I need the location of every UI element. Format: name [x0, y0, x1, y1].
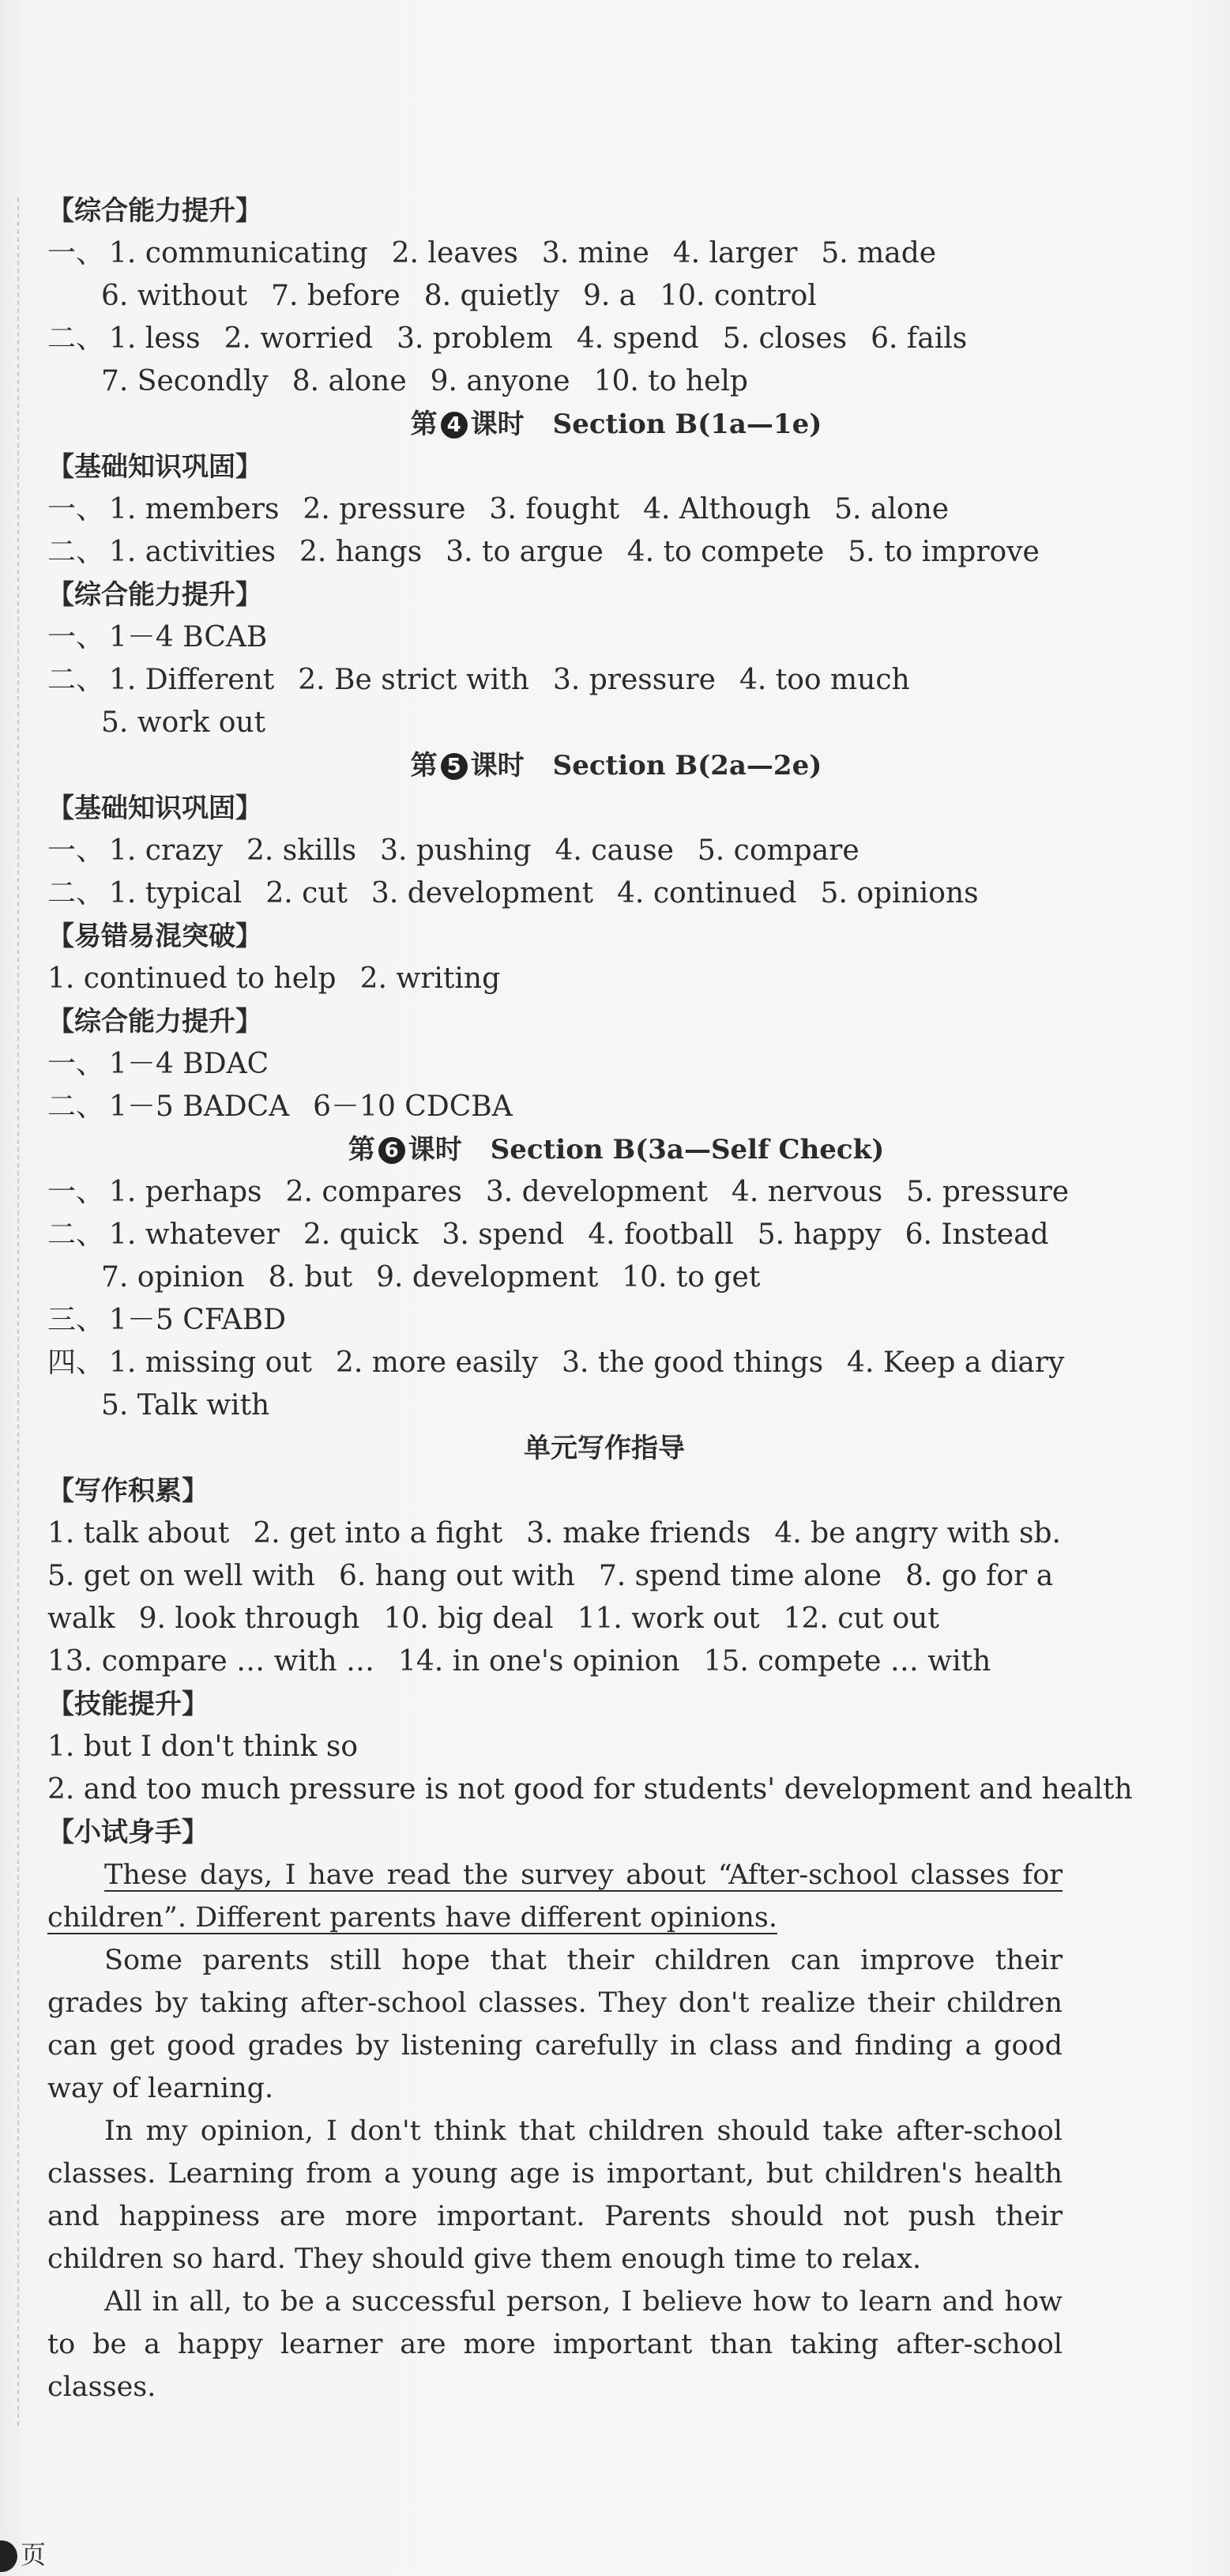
answer-item: 1. typical — [109, 877, 243, 910]
answer-item: 10. big deal — [383, 1602, 554, 1635]
answer-row — [47, 830, 1074, 872]
lesson-heading-post: 课时 — [470, 409, 525, 440]
answer-row — [47, 1086, 1074, 1128]
answer-item: 1. activities — [109, 536, 276, 568]
page-footer — [0, 2535, 46, 2574]
answer-item: 1. whatever — [109, 1218, 280, 1251]
answer-item: 7. opinion — [101, 1261, 245, 1294]
answer-item: 15. compete … with — [703, 1645, 991, 1678]
essay-paragraph-2: In my opinion, I don't think that children should take after-school classes. Learning from a young age is important, but children's health and happiness are more important. Parents should not push their children so hard. They should give them enough time to relax. — [47, 2115, 1063, 2275]
answer-item: 6. fails — [871, 322, 968, 355]
answer-row — [47, 1299, 1074, 1342]
answer-item: 9. a — [582, 280, 637, 312]
answer-item: 3. development — [485, 1176, 708, 1208]
section-tag: 【易错易混突破】 — [47, 921, 262, 952]
answer-item: 3. to argue — [446, 536, 604, 568]
answer-item: 12. cut out — [783, 1602, 939, 1635]
answer-item: 5. closes — [722, 322, 848, 355]
answer-item: 1. continued to help — [47, 962, 337, 995]
essay-intro: These days, I have read the survey about “After-school classes for children”. Different parents have different opinions. — [47, 1859, 1063, 1934]
answer-item: 2. more easily — [335, 1346, 539, 1379]
answer-item: 1. perhaps — [109, 1176, 262, 1208]
essay-paragraph-3: All in all, to be a successful person, I believe how to learn and how to be a happy learner are more important than taking after-school classes. — [47, 2286, 1063, 2403]
answer-item: 8. alone — [292, 365, 407, 397]
answer-item: 5. work out — [101, 706, 266, 739]
answer-item: 7. before — [271, 280, 401, 312]
lesson-section-label: Section B(2a—2e) — [552, 750, 822, 781]
section-tag: 【综合能力提升】 — [47, 195, 262, 227]
answer-item: 5. Talk with — [101, 1389, 270, 1422]
answer-row — [47, 1726, 1074, 1768]
answer-row — [47, 1342, 1074, 1384]
answer-item: 14. in one's opinion — [398, 1645, 680, 1678]
answer-item: 3. the good things — [562, 1346, 824, 1379]
answer-item: 5. alone — [834, 493, 950, 525]
answer-item: 8. but — [268, 1261, 353, 1294]
lesson-section-label: Section B(3a—Self Check) — [490, 1134, 885, 1166]
answer-item: 4. Although — [643, 493, 811, 525]
answer-item: 6. without — [101, 280, 248, 312]
answer-row — [47, 616, 1074, 659]
section-tag: 【基础知识巩固】 — [47, 793, 262, 824]
answer-item: 4. nervous — [731, 1176, 883, 1208]
answer-item: walk — [47, 1602, 115, 1635]
answer-row — [47, 1171, 1074, 1214]
answer-item: 2. cut — [265, 877, 348, 910]
answer-item: 3. spend — [442, 1218, 565, 1251]
answer-item: 5. pressure — [906, 1176, 1070, 1208]
answer-row — [47, 1640, 1074, 1683]
answer-item: 1. but I don't think so — [47, 1731, 359, 1763]
answer-item: 2. leaves — [391, 237, 518, 269]
question-group-prefix: 二、 — [47, 322, 105, 355]
answer-item: 4. too much — [739, 664, 910, 696]
lesson-heading — [47, 403, 1074, 446]
answer-item: 6. hang out with — [338, 1560, 575, 1592]
question-group-prefix: 一、 — [47, 1176, 105, 1208]
binding-margin-line — [17, 198, 19, 2426]
answer-row — [47, 488, 1074, 531]
answer-item: 1. communicating — [109, 237, 368, 269]
question-group-prefix: 三、 — [47, 1304, 105, 1336]
answer-item: 4. continued — [617, 877, 797, 910]
section-tag: 【基础知识巩固】 — [47, 451, 262, 483]
answer-item: 7. Secondly — [101, 365, 269, 397]
lesson-heading-post: 课时 — [470, 750, 525, 781]
answer-item: 2. skills — [246, 834, 357, 867]
answer-item: 1－5 CFABD — [109, 1304, 286, 1336]
answer-item: 2. writing — [359, 962, 501, 995]
question-group-prefix: 二、 — [47, 877, 105, 910]
answer-item: 11. work out — [577, 1602, 760, 1635]
page-label: 页 — [21, 2540, 47, 2570]
question-group-prefix: 二、 — [47, 1090, 105, 1123]
answer-item: 8. go for a — [905, 1560, 1054, 1592]
section-tag: 【小试身手】 — [47, 1817, 209, 1848]
lesson-number-badge: 5 — [441, 753, 468, 780]
answer-row — [47, 958, 1074, 1000]
answer-item: 1. less — [109, 322, 201, 355]
answer-item: 9. look through — [138, 1602, 360, 1635]
answer-item: 13. compare … with … — [47, 1645, 374, 1678]
answer-item: 1－4 BCAB — [109, 621, 268, 653]
answer-item: 10. to help — [593, 365, 748, 397]
answer-item: 2. compares — [285, 1176, 462, 1208]
answer-row — [47, 232, 1074, 275]
question-group-prefix: 一、 — [47, 621, 105, 653]
answer-item: 4. spend — [576, 322, 699, 355]
answer-item: 4. be angry with sb. — [774, 1517, 1061, 1550]
answer-item: 7. spend time alone — [598, 1560, 882, 1592]
answer-item: 1－4 BDAC — [109, 1048, 269, 1080]
answer-row — [47, 1768, 1133, 1811]
lesson-number-badge: 6 — [378, 1137, 405, 1164]
answer-item: 5. happy — [757, 1218, 882, 1251]
answer-item: 2. and too much pressure is not good for students' development and health — [47, 1773, 1133, 1806]
question-group-prefix: 四、 — [47, 1346, 105, 1379]
answer-row — [47, 702, 1074, 744]
lesson-heading — [47, 744, 1074, 787]
lesson-section-label: Section B(1a—1e) — [552, 409, 822, 440]
answer-item: 2. quick — [303, 1218, 419, 1251]
lesson-heading-pre: 第 — [348, 1134, 375, 1166]
question-group-prefix: 一、 — [47, 834, 105, 867]
answer-row — [47, 1598, 1074, 1640]
answer-item: 4. to compete — [626, 536, 825, 568]
answer-item: 6－10 CDCBA — [313, 1090, 513, 1123]
answer-item: 3. mine — [541, 237, 649, 269]
answer-item: 3. pushing — [380, 834, 532, 867]
page-number-tab — [0, 2540, 17, 2572]
answer-row — [47, 1512, 1074, 1555]
answer-item: 1. Different — [109, 664, 275, 696]
lesson-number-badge: 4 — [441, 412, 468, 439]
answer-row — [47, 872, 1074, 915]
answer-item: 6. Instead — [905, 1218, 1049, 1251]
lesson-heading-pre: 第 — [410, 750, 438, 781]
answer-item: 1. crazy — [109, 834, 223, 867]
answer-item: 2. pressure — [303, 493, 466, 525]
answer-item: 9. anyone — [430, 365, 570, 397]
answer-item: 4. football — [588, 1218, 734, 1251]
answer-row — [47, 1256, 1074, 1299]
answer-item: 3. development — [371, 877, 594, 910]
answer-item: 3. problem — [397, 322, 553, 355]
question-group-prefix: 一、 — [47, 237, 105, 269]
answer-item: 4. Keep a diary — [847, 1346, 1065, 1379]
answer-item: 5. made — [821, 237, 937, 269]
answer-item: 10. control — [660, 280, 817, 312]
lesson-heading-post: 课时 — [408, 1134, 462, 1166]
answer-item: 1. talk about — [47, 1517, 230, 1550]
question-group-prefix: 二、 — [47, 664, 105, 696]
question-group-prefix: 一、 — [47, 493, 105, 525]
answer-item: 5. opinions — [820, 877, 979, 910]
answer-row — [47, 360, 1074, 403]
section-tag: 【综合能力提升】 — [47, 1006, 262, 1038]
essay-paragraph-1: Some parents still hope that their children can improve their grades by taking after-school classes. They don't realize their children can get good grades by listening carefully in class and finding a good way of learning. — [47, 1945, 1063, 2104]
answer-row — [47, 318, 1074, 360]
answer-row — [47, 1555, 1074, 1598]
answer-item: 4. larger — [672, 237, 798, 269]
question-group-prefix: 一、 — [47, 1048, 105, 1080]
answer-item: 4. cause — [555, 834, 674, 867]
answer-item: 3. pressure — [552, 664, 716, 696]
answer-item: 2. Be strict with — [298, 664, 529, 696]
answer-item: 1. members — [109, 493, 280, 525]
answer-item: 5. to improve — [848, 536, 1040, 568]
answer-item: 2. hangs — [299, 536, 423, 568]
answer-item: 1－5 BADCA — [109, 1090, 290, 1123]
answer-item: 1. missing out — [109, 1346, 312, 1379]
answer-row — [47, 275, 1074, 318]
section-tag: 【写作积累】 — [47, 1475, 209, 1507]
answer-item: 5. get on well with — [47, 1560, 315, 1592]
question-group-prefix: 二、 — [47, 536, 105, 568]
answer-row — [47, 1043, 1074, 1086]
section-tag: 【技能提升】 — [47, 1689, 209, 1720]
answer-item: 2. get into a fight — [253, 1517, 503, 1550]
question-group-prefix: 二、 — [47, 1218, 105, 1251]
answer-row — [47, 531, 1074, 574]
lesson-heading — [47, 1128, 1074, 1171]
unit-writing-title: 单元写作指导 — [524, 1433, 685, 1464]
sample-essay — [47, 1854, 1074, 2408]
answer-row — [47, 1384, 1074, 1427]
answer-item: 10. to get — [622, 1261, 761, 1294]
answer-row — [47, 659, 1074, 702]
lesson-heading-pre: 第 — [410, 409, 438, 440]
answer-row — [47, 1214, 1074, 1256]
answer-item: 5. compare — [697, 834, 859, 867]
answer-key-content — [47, 190, 1133, 1854]
answer-item: 3. fought — [489, 493, 620, 525]
answer-item: 9. development — [376, 1261, 599, 1294]
answer-item: 2. worried — [224, 322, 374, 355]
answer-item: 8. quietly — [423, 280, 559, 312]
answer-item: 3. make friends — [526, 1517, 751, 1550]
section-tag: 【综合能力提升】 — [47, 579, 262, 611]
